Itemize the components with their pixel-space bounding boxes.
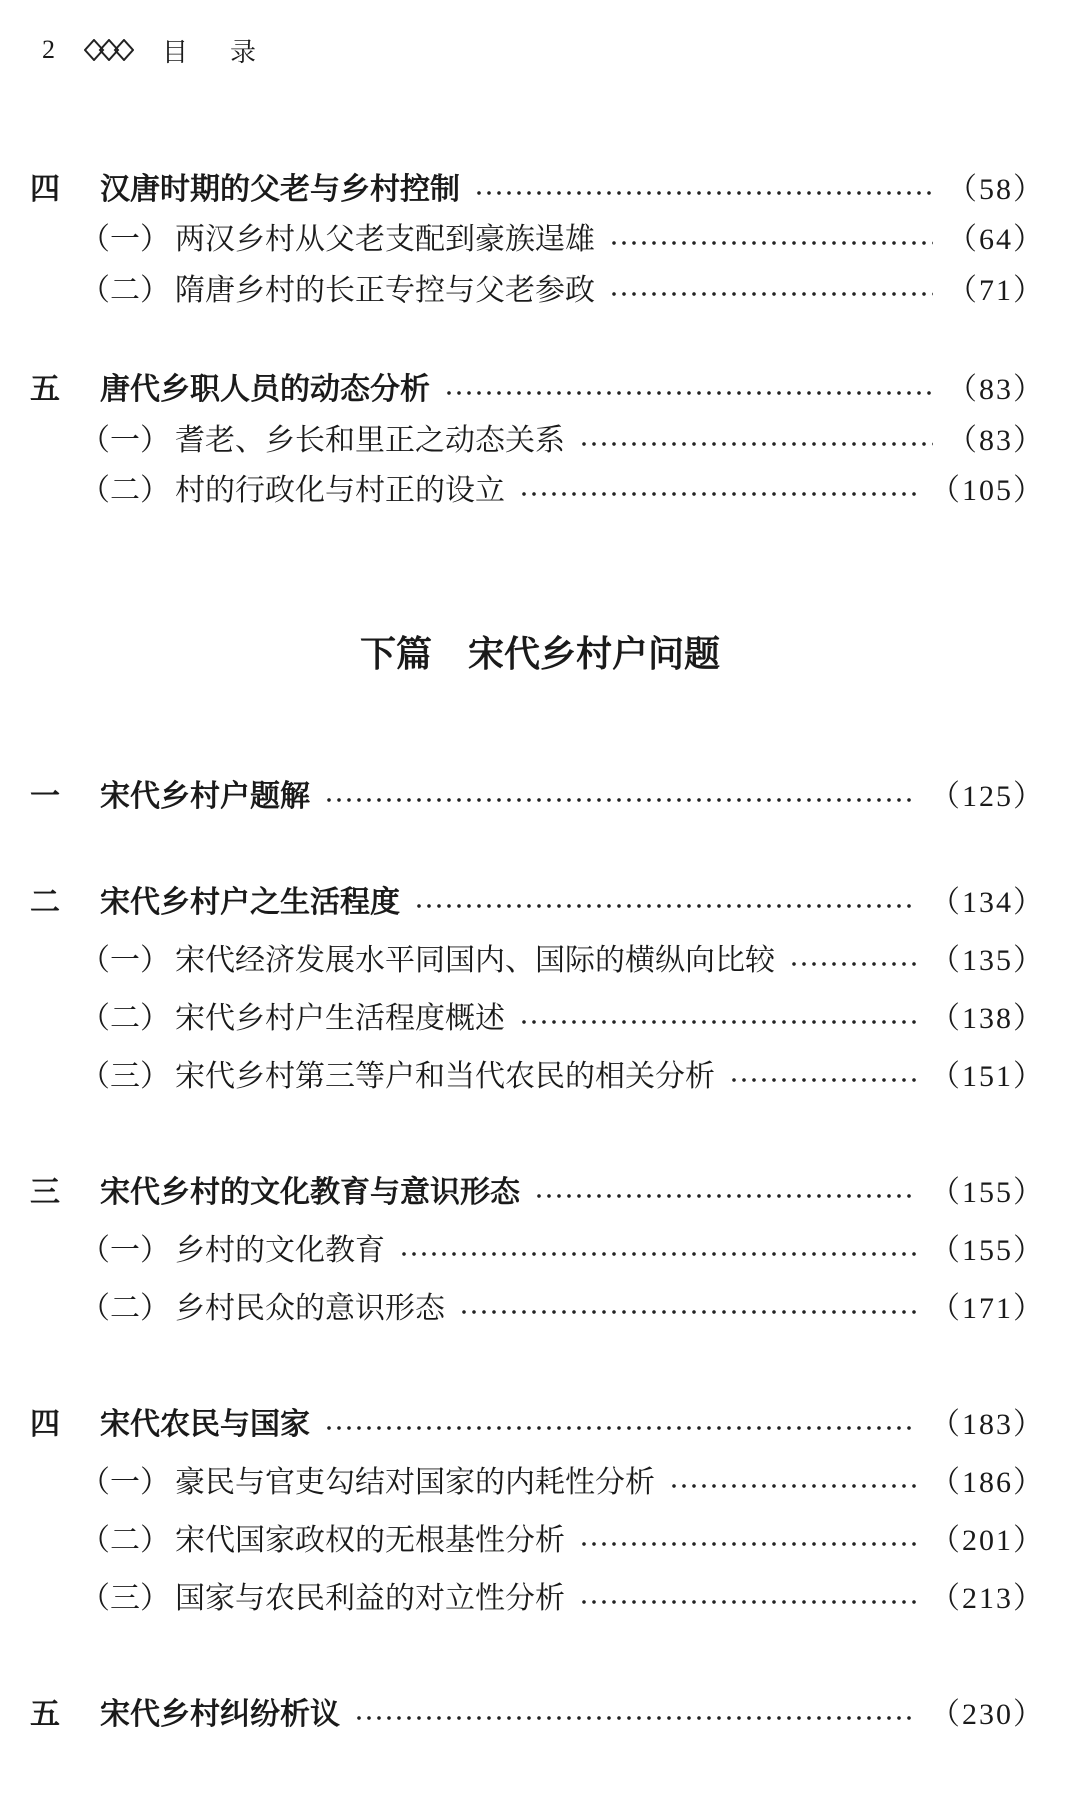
leader-dots bbox=[444, 391, 933, 395]
part-title: 宋代乡村户问题 bbox=[468, 634, 721, 675]
chapter-number: 一 bbox=[30, 779, 60, 814]
leader-dots bbox=[519, 492, 916, 496]
toc-chapter[interactable] bbox=[30, 367, 1045, 413]
subsection-number: （一） bbox=[80, 1233, 170, 1268]
page-reference: （183） bbox=[930, 1408, 1045, 1441]
chapter-number: 五 bbox=[30, 372, 60, 407]
chapter-number: 四 bbox=[30, 172, 60, 207]
page-reference: （186） bbox=[930, 1466, 1045, 1499]
toc-chapter[interactable] bbox=[30, 880, 1045, 926]
subsection-title: 耆老、乡长和里正之动态关系 bbox=[175, 423, 565, 458]
subsection-title: 乡村民众的意识形态 bbox=[175, 1291, 445, 1326]
toc-subsection[interactable] bbox=[80, 468, 1045, 514]
leader-dots bbox=[324, 798, 916, 802]
toc-subsection[interactable] bbox=[80, 1518, 1045, 1564]
subsection-number: （二） bbox=[80, 1001, 170, 1036]
page-reference: （230） bbox=[930, 1698, 1045, 1731]
toc-subsection[interactable] bbox=[80, 1576, 1045, 1622]
toc-chapter[interactable] bbox=[30, 1170, 1045, 1216]
toc-subsection[interactable] bbox=[80, 938, 1045, 984]
page-reference: （138） bbox=[930, 1002, 1045, 1035]
leader-dots bbox=[729, 1078, 916, 1082]
page-reference: （151） bbox=[930, 1060, 1045, 1093]
part-heading bbox=[0, 630, 1080, 680]
leader-dots bbox=[579, 1600, 916, 1604]
leader-dots bbox=[579, 1542, 916, 1546]
chapter-number: 三 bbox=[30, 1175, 60, 1210]
chapter-title: 宋代乡村纠纷析议 bbox=[100, 1697, 340, 1732]
subsection-title: 隋唐乡村的长正专控与父老参政 bbox=[175, 273, 595, 308]
leader-dots bbox=[474, 191, 933, 195]
toc-subsection[interactable] bbox=[80, 217, 1045, 263]
page-reference: （135） bbox=[930, 944, 1045, 977]
subsection-title: 两汉乡村从父老支配到豪族逞雄 bbox=[175, 222, 595, 257]
chapter-title: 汉唐时期的父老与乡村控制 bbox=[100, 172, 460, 207]
leader-dots bbox=[534, 1194, 916, 1198]
leader-dots bbox=[399, 1252, 916, 1256]
part-label: 下篇 bbox=[359, 634, 432, 675]
subsection-title: 宋代国家政权的无根基性分析 bbox=[175, 1523, 565, 1558]
subsection-title: 宋代乡村第三等户和当代农民的相关分析 bbox=[175, 1059, 715, 1094]
subsection-number: （一） bbox=[80, 943, 170, 978]
leader-dots bbox=[609, 292, 933, 296]
chapter-title: 宋代乡村户之生活程度 bbox=[100, 885, 400, 920]
chapter-title: 宋代农民与国家 bbox=[100, 1407, 310, 1442]
leader-dots bbox=[579, 442, 933, 446]
page-reference: （64） bbox=[947, 223, 1045, 256]
page-reference: （83） bbox=[947, 424, 1045, 457]
subsection-number: （三） bbox=[80, 1059, 170, 1094]
leader-dots bbox=[789, 962, 916, 966]
toc-subsection[interactable] bbox=[80, 1054, 1045, 1100]
chapter-number: 二 bbox=[30, 885, 60, 920]
page-reference: （134） bbox=[930, 886, 1045, 919]
toc-subsection[interactable] bbox=[80, 268, 1045, 314]
subsection-title: 宋代经济发展水平同国内、国际的横纵向比较 bbox=[175, 943, 775, 978]
chapter-title: 唐代乡职人员的动态分析 bbox=[100, 372, 430, 407]
subsection-number: （二） bbox=[80, 1523, 170, 1558]
subsection-number: （二） bbox=[80, 1291, 170, 1326]
toc-chapter[interactable] bbox=[30, 1402, 1045, 1448]
leader-dots bbox=[519, 1020, 916, 1024]
toc-subsection[interactable] bbox=[80, 418, 1045, 464]
leader-dots bbox=[414, 904, 916, 908]
page-reference: （155） bbox=[930, 1176, 1045, 1209]
leader-dots bbox=[354, 1716, 916, 1720]
subsection-number: （一） bbox=[80, 1465, 170, 1500]
chapter-number: 四 bbox=[30, 1407, 60, 1442]
leader-dots bbox=[459, 1310, 916, 1314]
toc-subsection[interactable] bbox=[80, 1460, 1045, 1506]
subsection-number: （一） bbox=[80, 222, 170, 257]
page-reference: （71） bbox=[947, 274, 1045, 307]
chapter-title: 宋代乡村户题解 bbox=[100, 779, 310, 814]
toc-subsection[interactable] bbox=[80, 1286, 1045, 1332]
chapter-number: 五 bbox=[30, 1697, 60, 1732]
toc-chapter[interactable] bbox=[30, 1692, 1045, 1738]
leader-dots bbox=[324, 1426, 916, 1430]
page-reference: （105） bbox=[930, 474, 1045, 507]
toc-chapter[interactable] bbox=[30, 167, 1045, 213]
subsection-number: （二） bbox=[80, 273, 170, 308]
subsection-title: 宋代乡村户生活程度概述 bbox=[175, 1001, 505, 1036]
page-reference: （155） bbox=[930, 1234, 1045, 1267]
page-reference: （58） bbox=[947, 173, 1045, 206]
subsection-title: 豪民与官吏勾结对国家的内耗性分析 bbox=[175, 1465, 655, 1500]
subsection-number: （二） bbox=[80, 473, 170, 508]
leader-dots bbox=[669, 1484, 916, 1488]
chapter-title: 宋代乡村的文化教育与意识形态 bbox=[100, 1175, 520, 1210]
page-reference: （213） bbox=[930, 1582, 1045, 1615]
subsection-number: （一） bbox=[80, 423, 170, 458]
subsection-title: 乡村的文化教育 bbox=[175, 1233, 385, 1268]
page-reference: （201） bbox=[930, 1524, 1045, 1557]
subsection-number: （三） bbox=[80, 1581, 170, 1616]
page-reference: （125） bbox=[930, 780, 1045, 813]
page-number: 2 bbox=[42, 35, 55, 64]
header-title: 目录 bbox=[162, 37, 299, 68]
subsection-title: 村的行政化与村正的设立 bbox=[175, 473, 505, 508]
toc-subsection[interactable] bbox=[80, 996, 1045, 1042]
page-reference: （83） bbox=[947, 373, 1045, 406]
subsection-title: 国家与农民利益的对立性分析 bbox=[175, 1581, 565, 1616]
toc-subsection[interactable] bbox=[80, 1228, 1045, 1274]
toc-chapter[interactable] bbox=[30, 774, 1045, 820]
leader-dots bbox=[609, 241, 933, 245]
page-reference: （171） bbox=[930, 1292, 1045, 1325]
